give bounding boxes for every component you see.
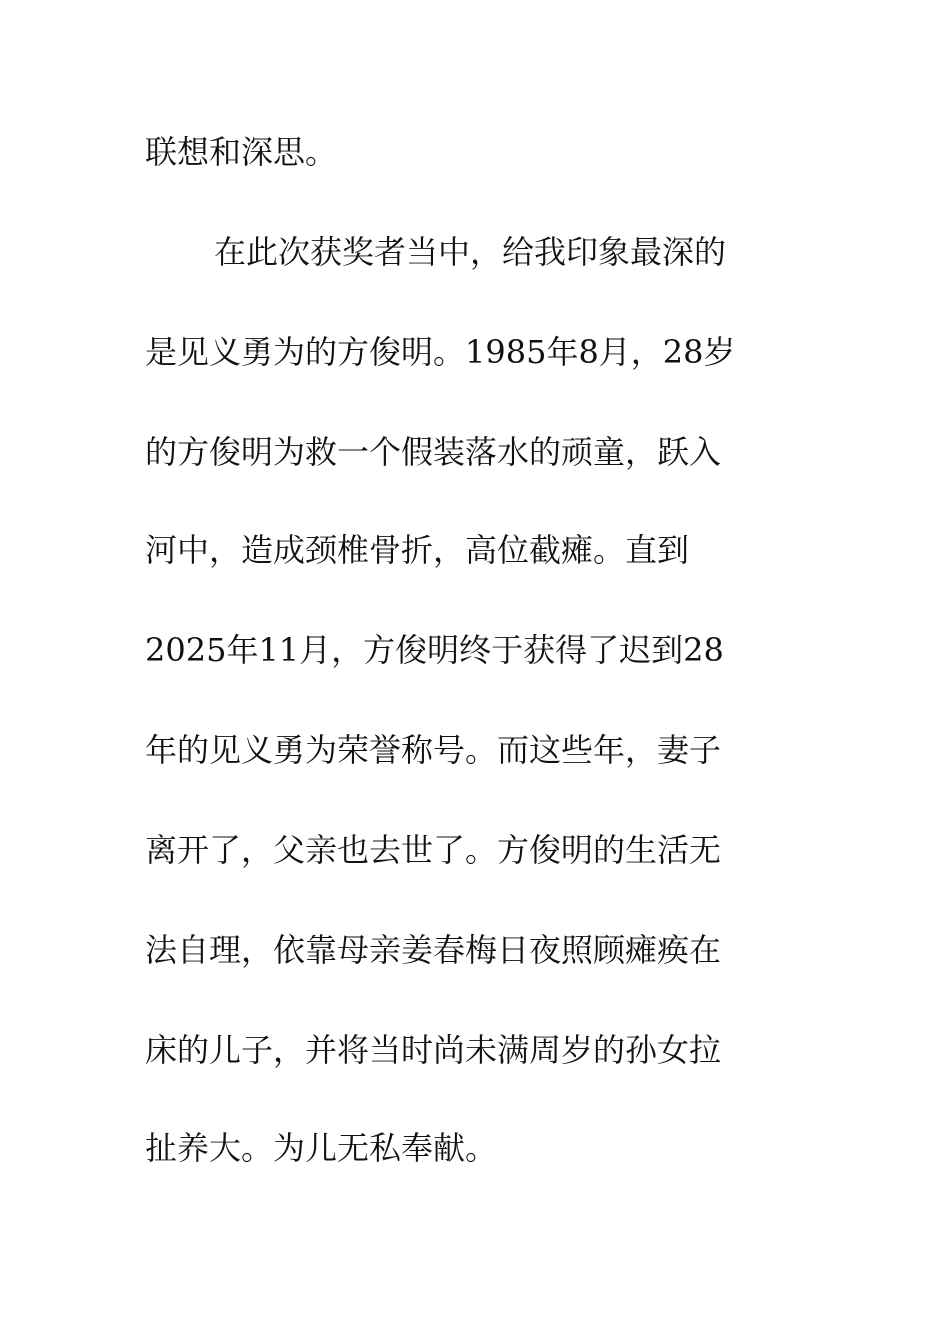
- text-line-4: 的方俊明为救一个假装落水的顽童，跃入: [145, 433, 722, 471]
- text-line-11: 扯养大。为儿无私奉献。: [145, 1129, 498, 1167]
- text-line-10: 床的儿子，并将当时尚未满周岁的孙女拉: [145, 1031, 722, 1069]
- text-line-6: 2025年11月，方俊明终于获得了迟到28: [145, 631, 724, 669]
- text-line-5: 河中，造成颈椎骨折，高位截瘫。直到: [145, 531, 690, 569]
- text-line-9: 法自理，依靠母亲姜春梅日夜照顾瘫痪在: [145, 931, 722, 969]
- text-line-8: 离开了，父亲也去世了。方俊明的生活无: [145, 831, 722, 869]
- text-line-1: 联想和深思。: [145, 133, 338, 171]
- text-line-7: 年的见义勇为荣誉称号。而这些年，妻子: [145, 731, 722, 769]
- text-line-3: 是见义勇为的方俊明。1985年8月，28岁: [145, 333, 736, 371]
- text-line-2: 在此次获奖者当中，给我印象最深的: [214, 233, 727, 271]
